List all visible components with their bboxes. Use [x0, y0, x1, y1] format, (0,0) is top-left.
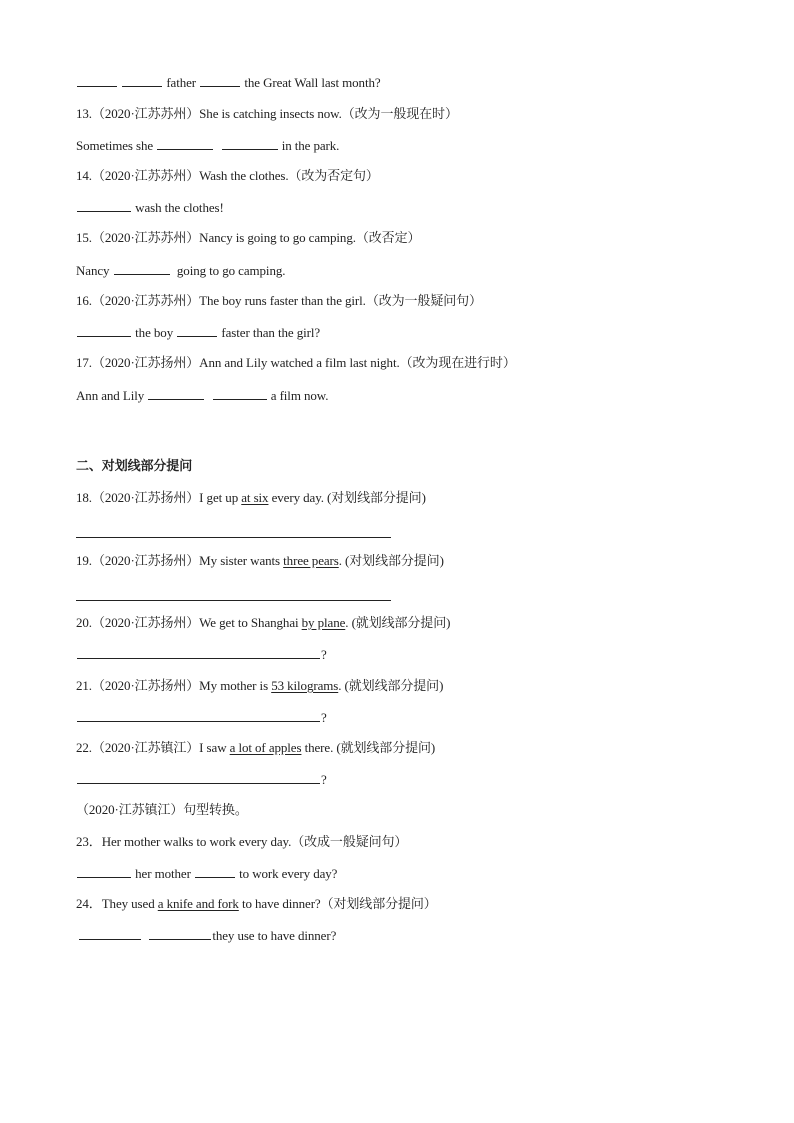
- question-text: 20.（2020·江苏扬州）We get to Shanghai: [76, 615, 302, 630]
- answer-blank[interactable]: [222, 135, 278, 150]
- answer-text: faster than the girl?: [221, 325, 321, 340]
- answer-line-20: [76, 644, 327, 664]
- question-14: 14.（2020·江苏苏州）Wash the clothes.（改为否定句）: [76, 168, 379, 183]
- answer-blank[interactable]: [149, 925, 211, 940]
- underlined-phrase: a lot of apples: [229, 740, 302, 755]
- answer-blank[interactable]: [200, 72, 240, 87]
- answer-text: the boy: [135, 325, 174, 340]
- question-16: 16.（2020·江苏苏州）The boy runs faster than the girl.（改为一般疑问句）: [76, 293, 482, 308]
- answer-text: a film now.: [270, 388, 329, 403]
- answer-line-14: [76, 197, 224, 217]
- answer-line-23: [76, 863, 337, 883]
- answer-text: Nancy: [76, 263, 110, 278]
- question-text: . (就划线部分提问): [345, 615, 451, 630]
- answer-line-19[interactable]: [76, 600, 391, 601]
- answer-blank[interactable]: [213, 385, 267, 400]
- answer-text: they use to have dinner?: [212, 928, 337, 943]
- question-22: [76, 738, 435, 758]
- answer-blank[interactable]: [148, 385, 204, 400]
- answer-text: Sometimes she: [76, 138, 154, 153]
- answer-text: father: [166, 75, 197, 90]
- answer-blank[interactable]: [77, 197, 131, 212]
- underlined-phrase: three pears: [283, 553, 339, 568]
- question-17: 17.（2020·江苏扬州）Ann and Lily watched a film last night.（改为现在进行时）: [76, 355, 516, 370]
- answer-line-22: [76, 769, 327, 789]
- section-heading: 二、对划线部分提问: [76, 459, 193, 474]
- question-text: 19.（2020·江苏扬州）My sister wants: [76, 553, 284, 568]
- answer-blank[interactable]: [77, 863, 131, 878]
- answer-text: going to go camping.: [176, 263, 286, 278]
- answer-blank[interactable]: [177, 322, 217, 337]
- question-mark: ?: [321, 772, 327, 787]
- answer-text: the Great Wall last month?: [244, 75, 381, 90]
- question-text: 22.（2020·江苏镇江）I saw: [76, 740, 230, 755]
- question-13: 13.（2020·江苏苏州）She is catching insects now.（改为一般现在时）: [76, 106, 458, 121]
- answer-text: in the park.: [281, 138, 340, 153]
- question-text: 24．They used: [76, 896, 158, 911]
- answer-blank[interactable]: [122, 72, 162, 87]
- question-20: [76, 613, 450, 633]
- answer-line-12: [76, 72, 381, 92]
- answer-blank[interactable]: [77, 322, 131, 337]
- answer-line-13: [76, 135, 339, 155]
- answer-text: Ann and Lily: [76, 388, 145, 403]
- answer-line-15: [76, 260, 285, 280]
- question-text: every day. (对划线部分提问): [268, 490, 426, 505]
- question-text: to have dinner?（对划线部分提问）: [238, 896, 437, 911]
- answer-line-16: [76, 322, 320, 342]
- answer-text: her mother: [135, 866, 191, 881]
- answer-line-21: [76, 707, 327, 727]
- answer-line-17: [76, 385, 328, 405]
- question-15: 15.（2020·江苏苏州）Nancy is going to go camping.（改否定）: [76, 230, 421, 245]
- answer-blank[interactable]: [77, 769, 320, 784]
- answer-blank[interactable]: [157, 135, 213, 150]
- question-text: . (就划线部分提问): [338, 678, 444, 693]
- answer-blank[interactable]: [77, 72, 117, 87]
- answer-line-24: [78, 925, 336, 945]
- question-23: 23．Her mother walks to work every day.（改成一般疑问句）: [76, 834, 408, 849]
- answer-blank[interactable]: [77, 644, 320, 659]
- question-text: there. (就划线部分提问): [301, 740, 436, 755]
- question-mark: ?: [321, 710, 327, 725]
- question-text: 21.（2020·江苏扬州）My mother is: [76, 678, 272, 693]
- question-24: [76, 894, 437, 914]
- question-text: . (对划线部分提问): [338, 553, 444, 568]
- sub-heading: （2020·江苏镇江）句型转换。: [76, 802, 248, 817]
- underlined-phrase: by plane: [301, 615, 346, 630]
- question-text: 18.（2020·江苏扬州）I get up: [76, 490, 242, 505]
- answer-text: wash the clothes!: [135, 200, 224, 215]
- question-21: [76, 676, 443, 696]
- answer-blank[interactable]: [79, 925, 141, 940]
- question-18: [76, 488, 426, 508]
- underlined-phrase: a knife and fork: [157, 896, 239, 911]
- underlined-phrase: 53 kilograms: [271, 678, 339, 693]
- answer-text: to work every day?: [239, 866, 338, 881]
- answer-blank[interactable]: [195, 863, 235, 878]
- underlined-phrase: at six: [241, 490, 269, 505]
- answer-blank[interactable]: [114, 260, 170, 275]
- answer-blank[interactable]: [77, 707, 320, 722]
- answer-line-18[interactable]: [76, 537, 391, 538]
- question-mark: ?: [321, 647, 327, 662]
- question-19: [76, 551, 444, 571]
